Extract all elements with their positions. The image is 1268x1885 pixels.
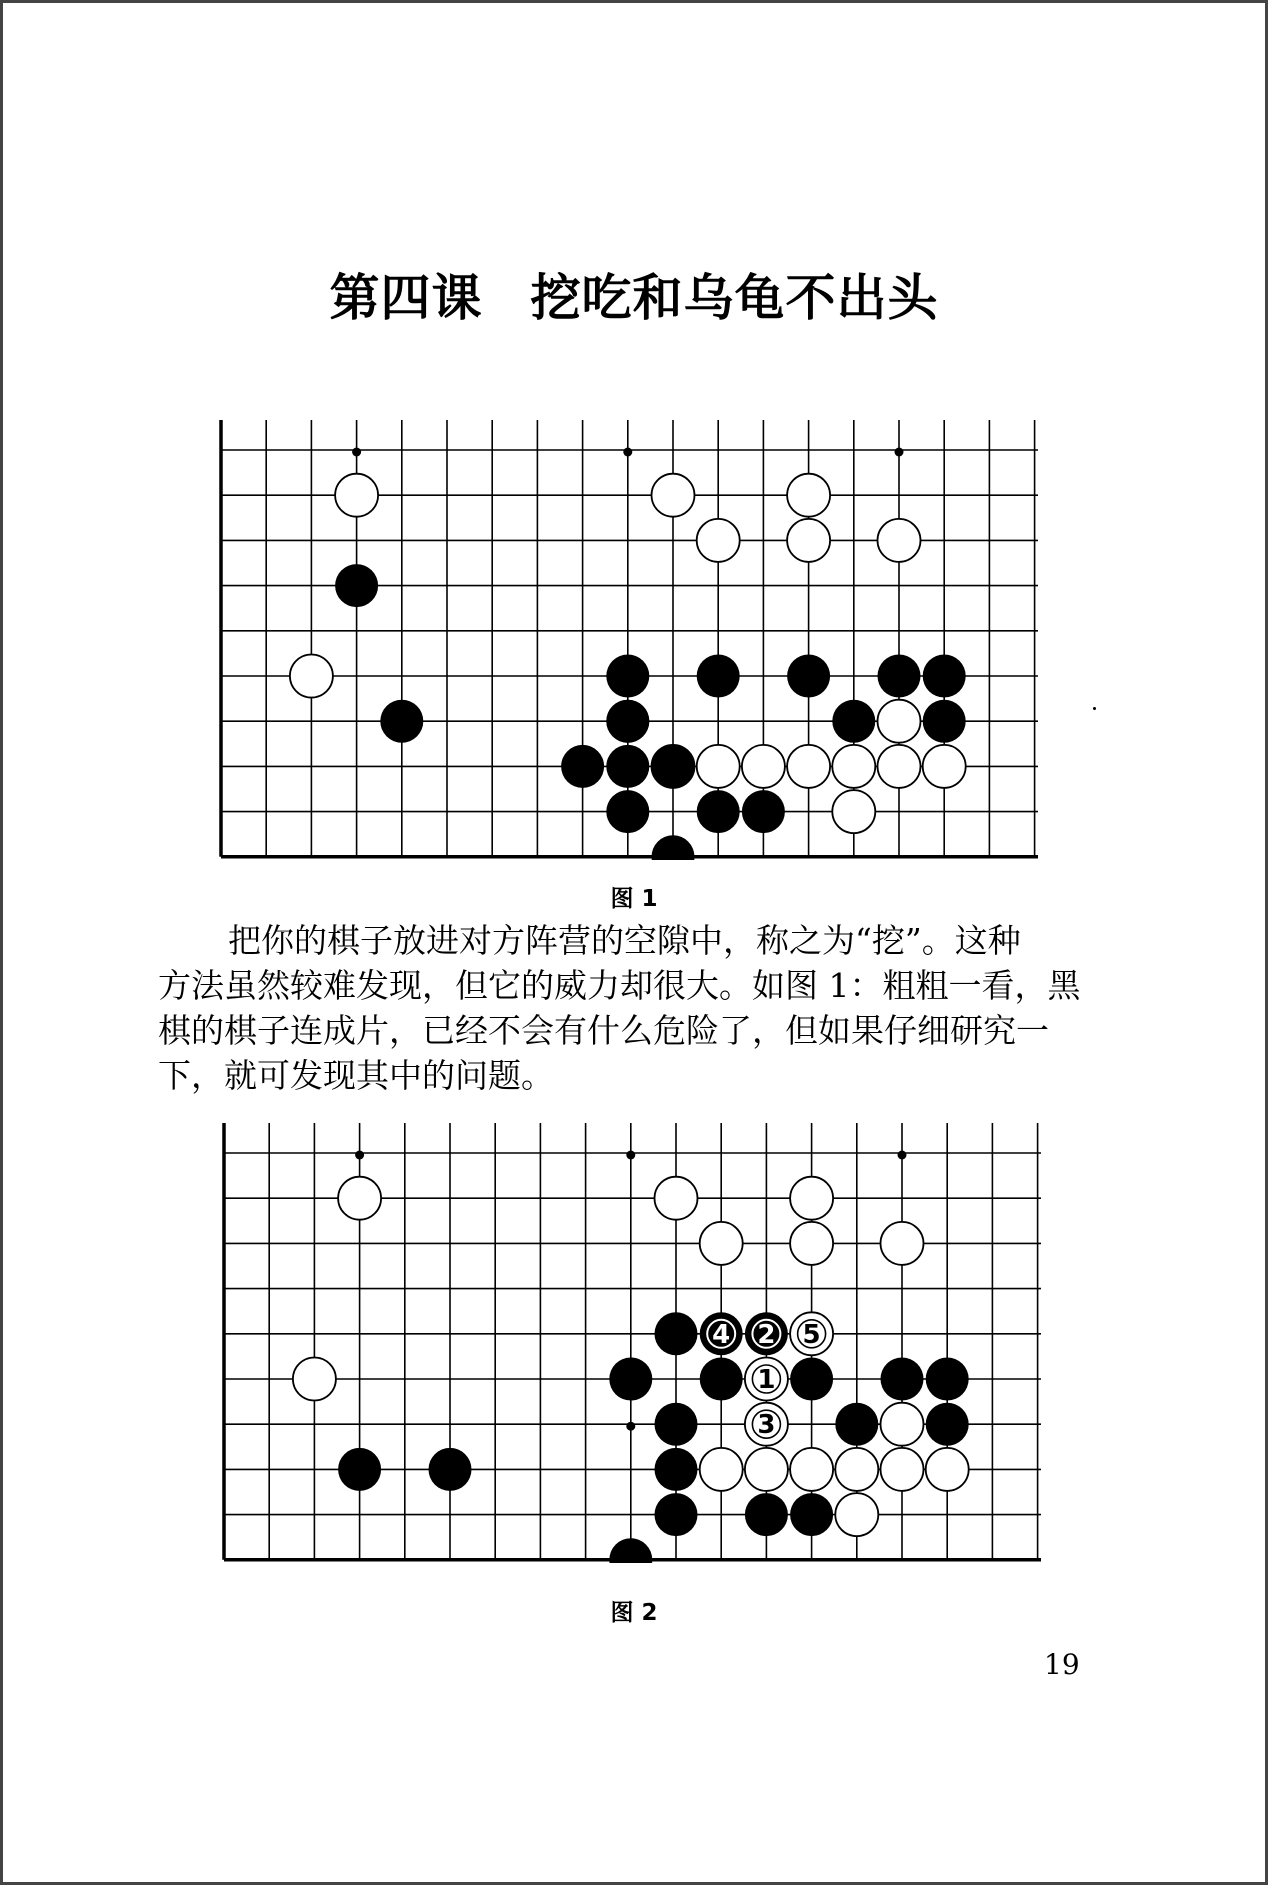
numbered-stone [745,1358,788,1401]
white-stone [835,1448,878,1491]
white-stone [926,1448,969,1491]
numbered-stone [790,1312,833,1355]
black-stone [338,1448,381,1491]
white-stone [700,1448,743,1491]
go-board-figure-1 [213,420,1043,860]
figure-2-caption: 图 2 [610,1600,658,1626]
black-stone [655,1312,698,1355]
black-stone [609,1358,652,1401]
black-stone [380,700,423,743]
black-stone [335,564,378,607]
black-stone [609,1538,652,1563]
black-stone [652,835,695,860]
black-stone [700,1358,743,1401]
black-stone [655,1448,698,1491]
lesson-number: 第四课 [329,269,483,327]
black-stone [697,790,740,833]
white-stone [700,1222,743,1265]
page-number: 19 [1044,1648,1080,1681]
black-stone [832,700,875,743]
black-stone [878,655,921,698]
white-stone [832,790,875,833]
black-stone [655,1403,698,1446]
star-point [352,448,361,457]
white-stone [293,1358,336,1401]
star-point [355,1151,364,1160]
white-stone [878,519,921,562]
white-stone [697,519,740,562]
white-stone [790,1222,833,1265]
numbered-stone [700,1312,743,1355]
white-stone [790,1177,833,1220]
paragraph-line: 把你的棋子放进对方阵营的空隙中，称之为“挖”。这种 [228,921,1021,960]
black-stone [742,790,785,833]
black-stone [606,700,649,743]
figure-1-caption: 图 1 [610,886,658,912]
paragraph-line: 方法虽然较难发现，但它的威力却很大。如图 1：粗粗一看，黑 [158,966,1081,1005]
paragraph-line: 棋的棋子连成片，已经不会有什么危险了，但如果仔细研究一 [158,1011,1049,1050]
white-stone [923,745,966,788]
star-point [898,1151,907,1160]
move-number: 2 [757,1319,776,1350]
board-top-edge [221,420,1035,450]
white-stone [878,700,921,743]
black-stone [697,655,740,698]
numbered-stone [745,1403,788,1446]
black-stone [606,655,649,698]
move-number: 5 [802,1319,821,1350]
black-stone [606,745,649,788]
star-point [895,448,904,457]
move-number: 4 [712,1319,731,1350]
black-stone [787,655,830,698]
star-point [623,448,632,457]
black-stone [835,1403,878,1446]
page-title [0,258,1268,330]
white-stone [881,1448,924,1491]
move-number: 3 [757,1410,776,1441]
black-stone [790,1493,833,1536]
white-stone [787,745,830,788]
white-stone [335,474,378,517]
white-stone [835,1493,878,1536]
black-stone [790,1358,833,1401]
move-number: 1 [757,1365,776,1395]
white-stone [881,1222,924,1265]
black-stone [429,1448,472,1491]
lesson-topic: 挖吃和乌龟不出头 [530,269,939,327]
board-content [224,1151,1041,1564]
white-stone [787,474,830,517]
board-content [221,448,1038,861]
board-top-edge [224,1123,1038,1153]
white-stone [745,1448,788,1491]
scan-speck [1093,707,1096,710]
white-stone [881,1403,924,1446]
go-board-figure-2 [216,1123,1046,1563]
black-stone [923,655,966,698]
star-point [626,1422,635,1431]
black-stone [926,1403,969,1446]
white-stone [338,1177,381,1220]
white-stone [790,1448,833,1491]
black-stone [652,745,695,788]
black-stone [881,1358,924,1401]
white-stone [655,1177,698,1220]
white-stone [832,745,875,788]
paragraph-line: 下，就可发现其中的问题。 [158,1056,554,1095]
white-stone [742,745,785,788]
white-stone [787,519,830,562]
numbered-stone [745,1312,788,1355]
black-stone [606,790,649,833]
star-point [626,1151,635,1160]
white-stone [652,474,695,517]
white-stone [697,745,740,788]
black-stone [926,1358,969,1401]
black-stone [745,1493,788,1536]
white-stone [878,745,921,788]
lesson-paragraph [158,918,1108,1098]
black-stone [923,700,966,743]
black-stone [561,745,604,788]
white-stone [290,655,333,698]
black-stone [655,1493,698,1536]
